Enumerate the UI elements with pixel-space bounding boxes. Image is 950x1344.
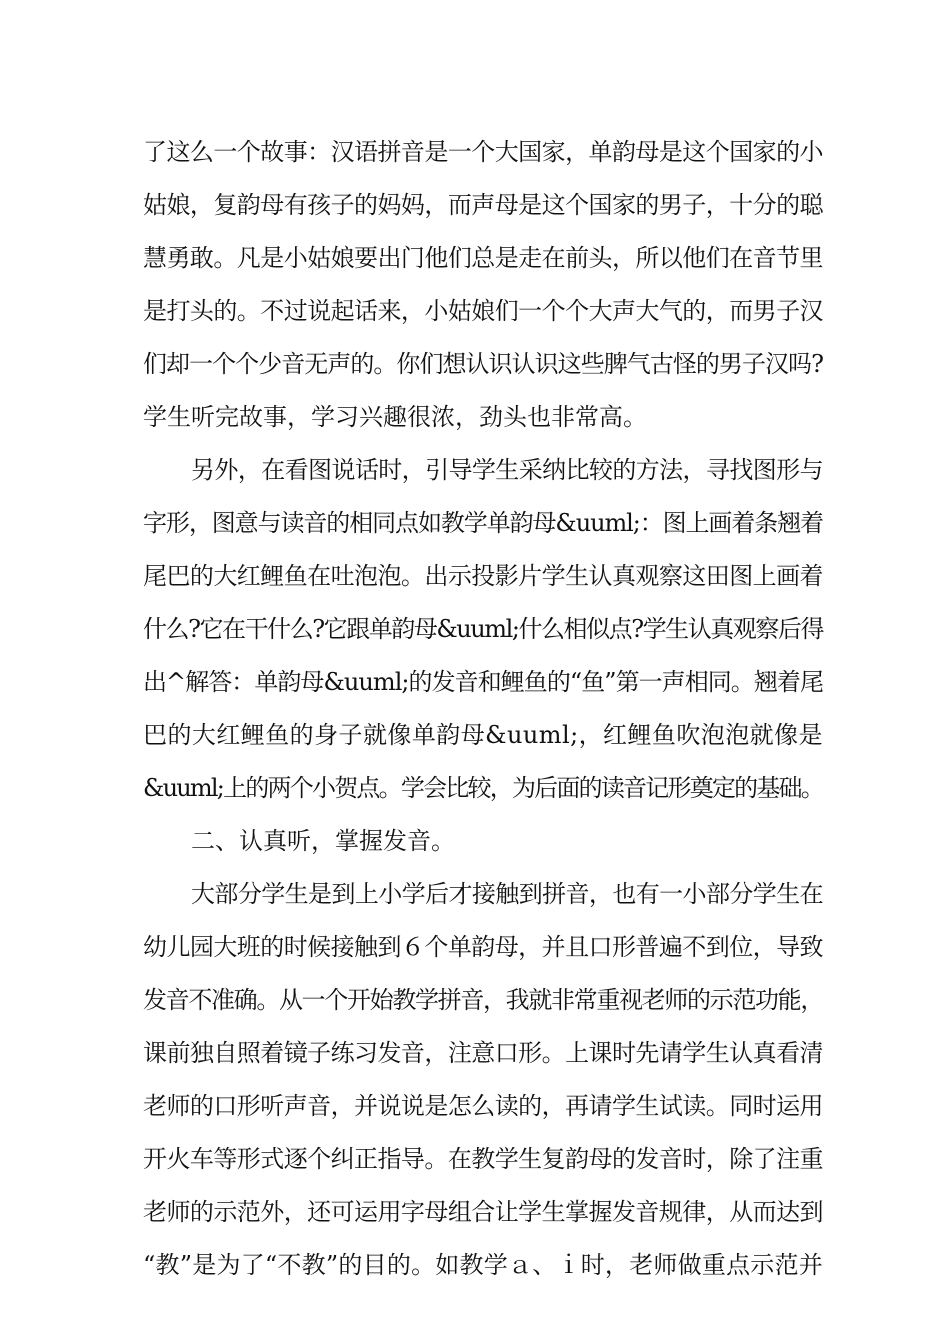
text-line: 们却一个个少音无声的。你们想认识认识这些脾气古怪的男子汉吗? bbox=[143, 350, 823, 378]
text-line: 了这么一个故事：汉语拼音是一个大国家，单韵母是这个国家的小 bbox=[143, 138, 823, 166]
text-line: 出^解答：单韵母&uuml;的发音和鲤鱼的“鱼”第一声相同。翘着尾 bbox=[143, 668, 823, 696]
text-line: &uuml;上的两个小贺点。学会比较，为后面的读音记形奠定的基础。 bbox=[143, 774, 823, 802]
text-line: 巴的大红鲤鱼的身子就像单韵母&uuml;，红鲤鱼吹泡泡就像是 bbox=[143, 721, 823, 749]
text-line: 发音不准确。从一个开始教学拼音，我就非常重视老师的示范功能， bbox=[143, 986, 823, 1014]
text-line: 老师的口形听声音，并说说是怎么读的，再请学生试读。同时运用 bbox=[143, 1092, 823, 1120]
text-line: 学生听完故事，学习兴趣很浓，劲头也非常高。 bbox=[143, 403, 647, 431]
text-line: “教”是为了“不教”的目的。如教学ａ、ｉ时，老师做重点示范并 bbox=[143, 1251, 823, 1279]
text-line: 大部分学生是到上小学后才接触到拼音，也有一小部分学生在 bbox=[191, 880, 823, 908]
text-line: 开火车等形式逐个纠正指导。在教学生复韵母的发音时，除了注重 bbox=[143, 1145, 823, 1173]
text-line: 是打头的。不过说起话来，小姑娘们一个个大声大气的，而男子汉 bbox=[143, 297, 823, 325]
text-line: 另外，在看图说话时，引导学生采纳比较的方法，寻找图形与 bbox=[191, 456, 823, 484]
text-line: 课前独自照着镜子练习发音，注意口形。上课时先请学生认真看清 bbox=[143, 1039, 823, 1067]
body-text bbox=[143, 126, 823, 1292]
text-line: 老师的示范外，还可运用字母组合让学生掌握发音规律，从而达到 bbox=[143, 1198, 823, 1226]
text-line: 慧勇敢。凡是小姑娘要出门他们总是走在前头，所以他们在音节里 bbox=[143, 244, 823, 272]
text-line: 尾巴的大红鲤鱼在吐泡泡。出示投影片学生认真观察这田图上画着 bbox=[143, 562, 823, 590]
text-line: 姑娘，复韵母有孩子的妈妈，而声母是这个国家的男子，十分的聪 bbox=[143, 191, 823, 219]
text-line: 字形，图意与读音的相同点如教学单韵母&uuml;：图上画着条翘着 bbox=[143, 509, 823, 537]
text-line: 幼儿园大班的时候接触到６个单韵母，并且口形普遍不到位，导致 bbox=[143, 933, 823, 961]
text-line: 什么?它在干什么?它跟单韵母&uuml;什么相似点?学生认真观察后得 bbox=[143, 615, 823, 643]
text-line: 二、认真听，掌握发音。 bbox=[191, 827, 455, 855]
